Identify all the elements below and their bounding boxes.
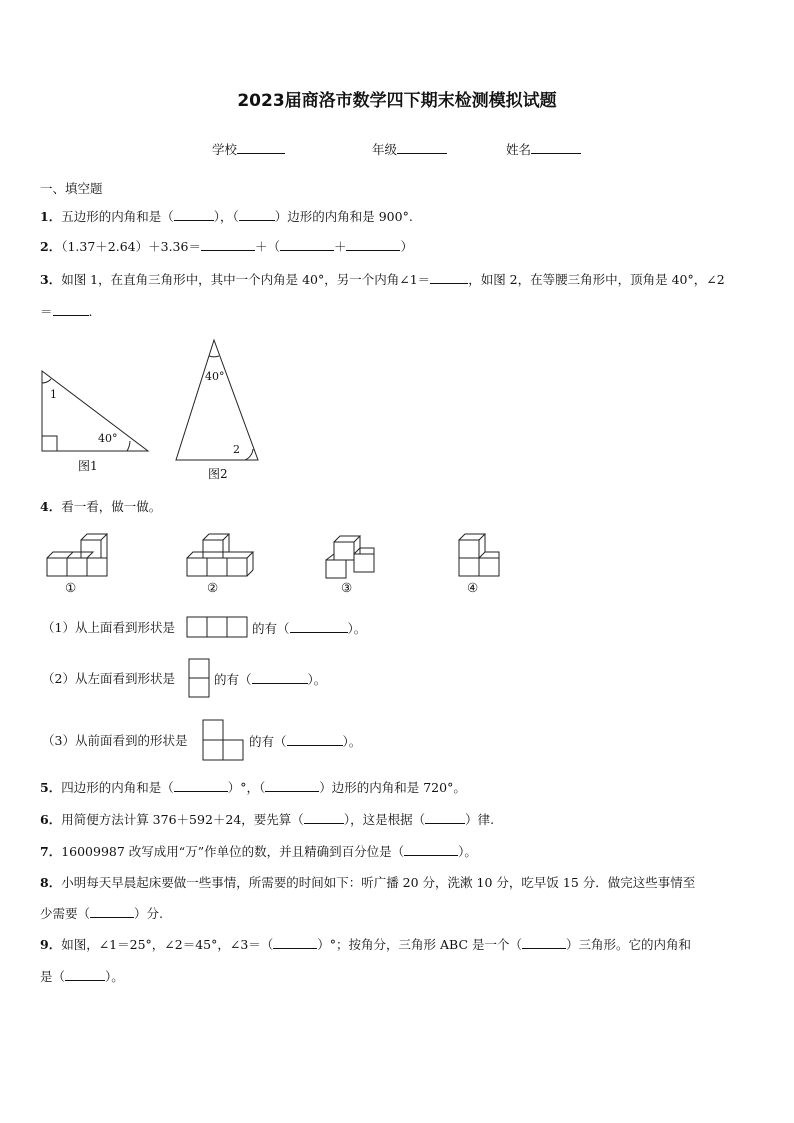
q9-blank-1[interactable] <box>273 936 317 949</box>
fig2-angle-2-label: 2 <box>233 443 240 456</box>
q4-sub1-text-a: （1）从上面看到形状是 <box>42 620 175 635</box>
q4-sub3-text-a: （3）从前面看到的形状是 <box>42 733 188 748</box>
q6-text-a: 用简便方法计算 376＋592＋24，要先算（ <box>61 812 304 827</box>
q3-text-d: . <box>88 304 93 319</box>
q4-sub3-blank[interactable] <box>287 733 343 746</box>
q8-number: 8． <box>40 875 62 890</box>
q7-text-b: ）。 <box>458 844 477 859</box>
fig1-caption: 图1 <box>78 459 98 473</box>
q9-blank-3[interactable] <box>65 968 105 981</box>
q8-text-b: 少需要（ <box>40 906 91 921</box>
q9-text-a: 如图，∠1＝25°，∠2＝45°，∠3＝（ <box>61 937 274 952</box>
q1-text-b: ），（ <box>213 209 239 224</box>
q7-text-a: 16009987 改写成用“万”作单位的数，并且精确到百分位是（ <box>61 844 405 859</box>
q9-text-b: ）°；按角分，三角形 ABC 是一个（ <box>317 937 523 952</box>
q5-text-a: 四边形的内角和是（ <box>61 780 174 795</box>
q6-blank-2[interactable] <box>425 811 465 824</box>
page-title: 2023届商洛市数学四下期末检测模拟试题 <box>237 91 557 111</box>
q6-text-b: ），这是根据（ <box>343 812 426 827</box>
q5-text-b: ）°，（ <box>227 780 266 795</box>
q4-text: 看一看，做一做。 <box>61 499 162 514</box>
q5-blank-1[interactable] <box>174 779 228 792</box>
q9-text-c: ）三角形。它的内角和 <box>566 937 692 952</box>
question-5 <box>40 779 466 796</box>
q6-number: 6． <box>40 812 62 827</box>
q4-sub-3-answer <box>249 733 361 750</box>
fig2-caption: 图2 <box>208 467 228 481</box>
q7-number: 7． <box>40 844 62 859</box>
q8-blank[interactable] <box>90 905 134 918</box>
q9-blank-2[interactable] <box>522 936 566 949</box>
question-8-line-1 <box>40 875 695 891</box>
q3-text-a: 如图 1，在直角三角形中，其中一个内角是 40°，另一个内角∠1＝ <box>61 272 431 287</box>
q2-number: 2． <box>40 239 62 254</box>
q9-text-d: 是（ <box>40 969 66 984</box>
q4-sub2-text-c: ）。 <box>307 672 327 687</box>
question-9-line-1 <box>40 936 691 953</box>
q7-blank[interactable] <box>404 843 458 856</box>
q4-sub1-text-c: ）。 <box>347 621 367 636</box>
cube-label-2: ② <box>207 580 219 595</box>
fig2-angle-40-label: 40° <box>205 370 225 383</box>
q1-text-c: ）边形的内角和是 900°. <box>274 209 413 224</box>
q2-text-d: ） <box>400 239 413 254</box>
q5-blank-2[interactable] <box>265 779 319 792</box>
q3-text-b: ，如图 2，在等腰三角形中，顶角是 40°，∠2 <box>468 272 725 287</box>
q4-sub2-text-a: （2）从左面看到形状是 <box>42 671 175 686</box>
q4-sub3-text-b: 的有（ <box>249 734 287 749</box>
q2-text-c: ＋ <box>333 239 347 254</box>
q9-text-e: ）。 <box>105 969 124 984</box>
q8-text-a: 小明每天早晨起床要做一些事情，所需要的时间如下：听广播 20 分，洗漱 10 分，吃早饭 15 分．做完这些事情至 <box>61 875 696 890</box>
grade-label: 年级 <box>372 142 398 157</box>
q8-text-c: ）分. <box>134 906 163 921</box>
q2-text-a: （1.37＋2.64）＋3.36＝ <box>61 239 201 254</box>
cube-label-3: ③ <box>341 580 353 595</box>
q3-number: 3． <box>40 272 62 287</box>
q2-text-b: ＋（ <box>254 239 280 254</box>
question-6 <box>40 811 494 828</box>
fig1-angle-1-label: 1 <box>50 388 57 401</box>
q9-number: 9． <box>40 937 62 952</box>
fig1-angle-40-label: 40° <box>98 432 118 445</box>
q4-number: 4． <box>40 499 62 514</box>
question-8-line-2 <box>40 905 163 922</box>
question-9-line-2 <box>40 968 124 985</box>
cube-label-1: ① <box>65 580 77 595</box>
q5-text-c: ）边形的内角和是 720°。 <box>319 780 466 795</box>
section-heading: 一、填空题 <box>40 181 103 196</box>
q4-sub3-text-c: ）。 <box>342 734 362 749</box>
q1-text-a: 五边形的内角和是（ <box>61 209 174 224</box>
q3-text-c: ＝ <box>40 304 53 319</box>
q5-number: 5． <box>40 780 62 795</box>
school-label: 学校 <box>212 142 238 157</box>
name-label: 姓名 <box>506 142 532 157</box>
q4-sub2-text-b: 的有（ <box>214 672 252 687</box>
q1-number: 1． <box>40 209 62 224</box>
q6-text-c: ）律. <box>465 812 495 827</box>
q6-blank-1[interactable] <box>304 811 344 824</box>
question-7 <box>40 843 477 860</box>
q4-sub1-text-b: 的有（ <box>252 621 290 636</box>
cube-label-4: ④ <box>467 580 479 595</box>
